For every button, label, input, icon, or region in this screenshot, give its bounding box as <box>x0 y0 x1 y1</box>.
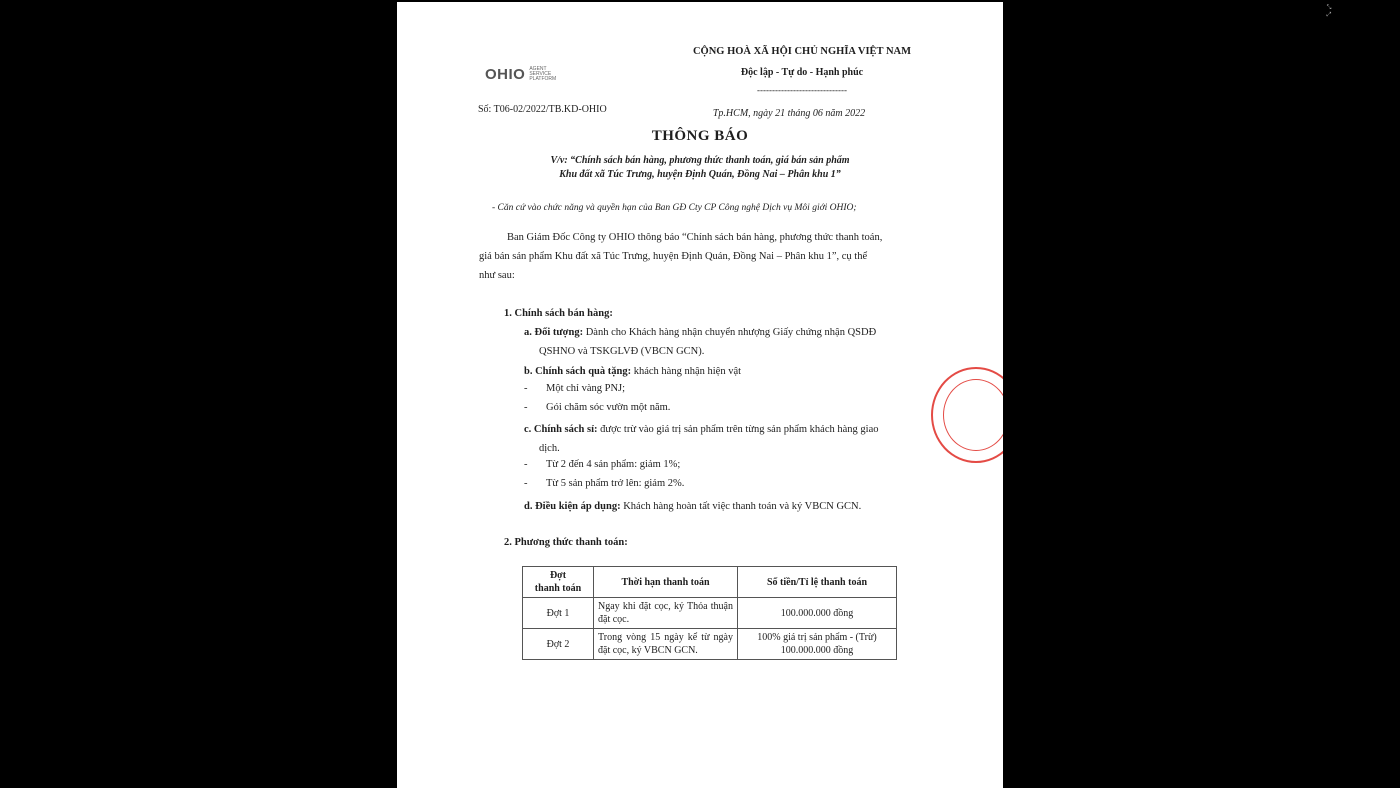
document-title: THÔNG BÁO <box>651 128 749 144</box>
policy-d-label: d. Điều kiện áp dụng: <box>524 501 621 512</box>
cell-phase: Đợt 1 <box>523 598 594 629</box>
dash-mark: - <box>524 459 528 470</box>
dash-mark: - <box>524 383 528 394</box>
payment-table <box>522 566 897 660</box>
policy-a-cont: QSHNO và TSKGLVĐ (VBCN GCN). <box>539 346 705 357</box>
col-header-phase: Đợt thanh toán <box>523 567 594 598</box>
policy-c-item-1-text: Từ 2 đến 4 sản phẩm: giảm 1%; <box>546 459 681 470</box>
policy-a-label: a. Đối tượng: <box>524 327 584 338</box>
intro-line-2: giá bán sản phẩm Khu đất xã Túc Trưng, huyện Định Quán, Đồng Nai – Phân khu 1”, cụ thể <box>479 251 868 262</box>
policy-c <box>524 420 914 439</box>
subject-line-1: V/v: “Chính sách bán hàng, phương thức thanh toán, giá bán sản phẩm <box>550 155 850 166</box>
policy-b-label: b. Chính sách quà tặng: <box>524 366 632 377</box>
dash-mark: - <box>524 478 528 489</box>
policy-c-item-2 <box>524 478 684 489</box>
date-line: Tp.HCM, ngày 21 tháng 06 năm 2022 <box>712 108 866 119</box>
dash-mark: - <box>524 402 528 413</box>
policy-c-cont: dịch. <box>539 443 560 454</box>
cell-phase: Đợt 2 <box>523 629 594 660</box>
cell-term: Ngay khi đặt cọc, ký Thỏa thuận đặt cọc. <box>594 598 738 629</box>
logo-tagline: AGENT SERVICE PLATFORM <box>529 66 557 82</box>
intro-line-1: Ban Giám Đốc Công ty OHIO thông báo “Chính sách bán hàng, phương thức thanh toán, <box>507 232 883 243</box>
policy-b-item-2-text: Gói chăm sóc vườn một năm. <box>546 402 671 413</box>
table-row <box>523 598 897 629</box>
policy-c-item-2-text: Từ 5 sản phẩm trở lên: giảm 2%. <box>546 478 685 489</box>
company-logo <box>485 66 569 83</box>
policy-b-item-2 <box>524 402 670 413</box>
section-2-heading: 2. Phương thức thanh toán: <box>504 537 628 548</box>
document-page <box>397 2 1003 788</box>
policy-a-text: Dành cho Khách hàng nhận chuyển nhượng Giấy chứng nhận QSDĐ <box>583 327 877 338</box>
table-header-row <box>523 567 897 598</box>
motto: Độc lập - Tự do - Hạnh phúc <box>740 67 864 78</box>
intro-line-3: như sau: <box>479 270 515 281</box>
cell-term: Trong vòng 15 ngày kể từ ngày đặt cọc, ký VBCN GCN. <box>594 629 738 660</box>
company-seal-stamp <box>931 367 1003 463</box>
policy-d <box>524 497 914 516</box>
nation-title: CỘNG HOÀ XÃ HỘI CHỦ NGHĨA VIỆT NAM <box>692 46 912 57</box>
cell-amount: 100% giá trị sản phẩm - (Trừ) 100.000.000 đồng <box>738 629 897 660</box>
document-number: Số: T06-02/2022/TB.KD-OHIO <box>478 104 607 115</box>
section-1-heading: 1. Chính sách bán hàng: <box>504 308 613 319</box>
policy-c-text: được trừ vào giá trị sản phẩm trên từng sản phẩm khách hàng giao <box>597 424 879 435</box>
policy-b-text: khách hàng nhận hiện vật <box>631 366 742 377</box>
policy-a <box>524 323 914 342</box>
logo-wordmark: OHIO <box>485 66 526 83</box>
policy-b-item-1 <box>524 383 625 394</box>
subject-line-2: Khu đất xã Túc Trưng, huyện Định Quán, Đồng Nai – Phân khu 1” <box>559 169 841 180</box>
seal-inner-ring <box>943 379 1003 451</box>
col-header-term: Thời hạn thanh toán <box>594 567 738 598</box>
fullscreen-toggle-icon[interactable]: ⤡ ⤢ <box>1326 4 1332 18</box>
policy-c-item-1 <box>524 459 680 470</box>
policy-b-item-1-text: Một chỉ vàng PNJ; <box>546 383 626 394</box>
legal-basis: - Căn cứ vào chức năng và quyền hạn của Ban GĐ Cty CP Công nghệ Dịch vụ Môi giới OHIO; <box>492 203 857 213</box>
policy-b <box>524 362 914 381</box>
table-row <box>523 629 897 660</box>
cell-amount: 100.000.000 đồng <box>738 598 897 629</box>
col-header-amount: Số tiền/Tỉ lệ thanh toán <box>738 567 897 598</box>
motto-rule: ------------------------------ <box>757 85 847 95</box>
policy-c-label: c. Chính sách sỉ: <box>524 424 598 435</box>
policy-d-text: Khách hàng hoàn tất việc thanh toán và ký VBCN GCN. <box>620 501 862 512</box>
